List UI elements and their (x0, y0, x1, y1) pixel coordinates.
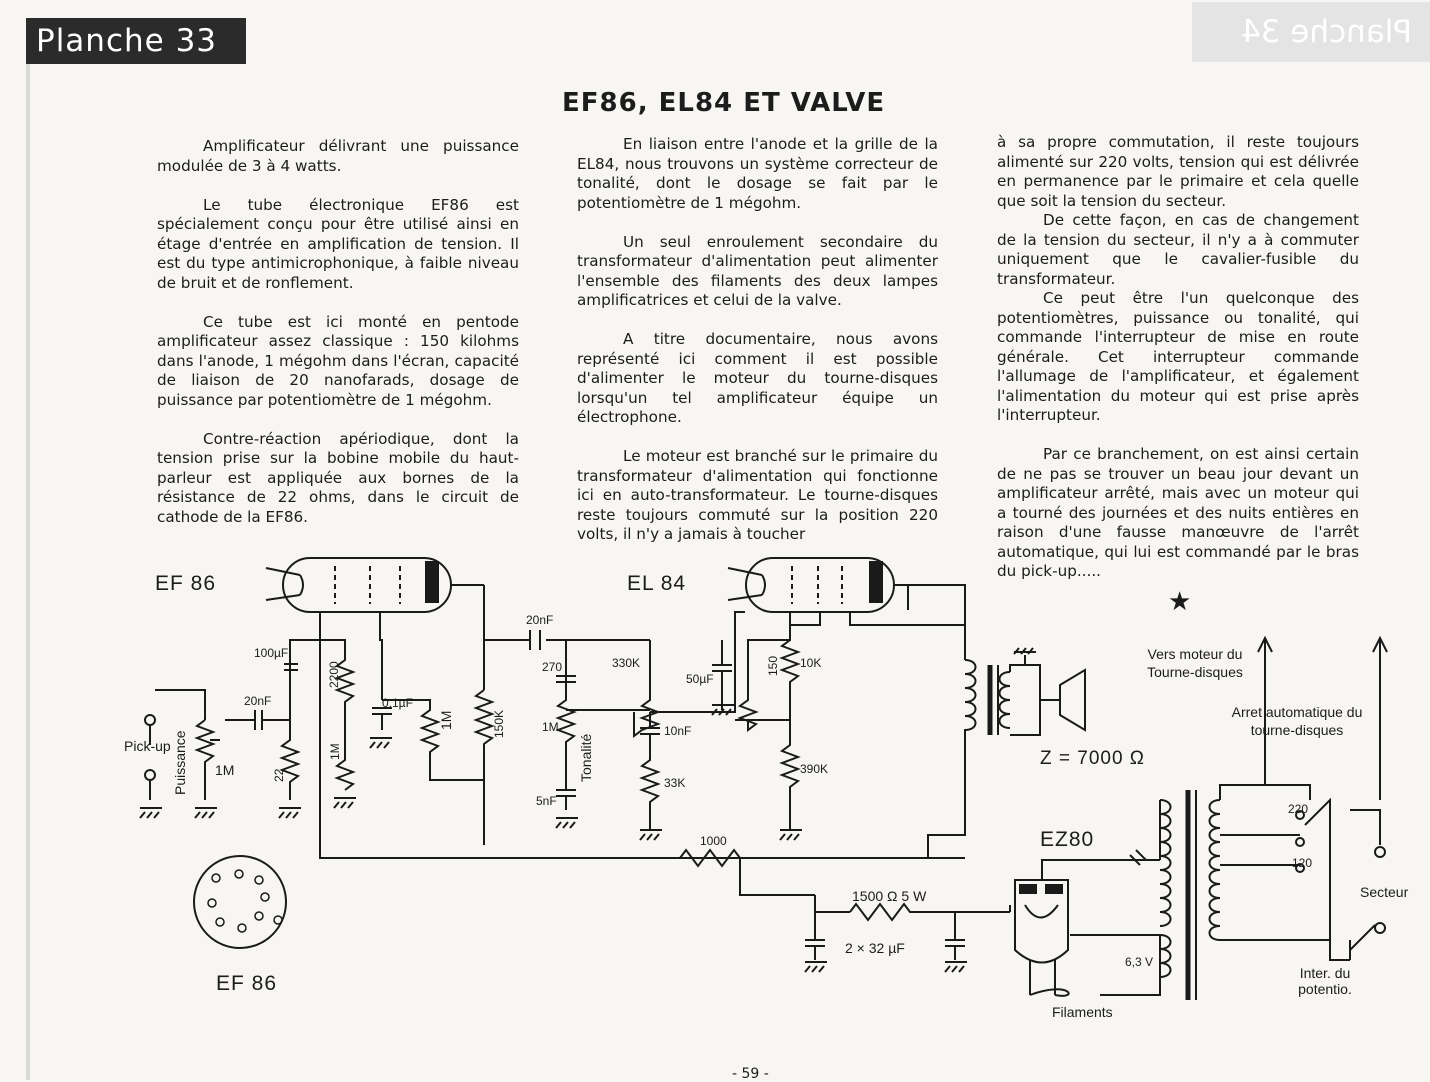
r-1000-label: 1000 (700, 834, 727, 848)
puissance-label: Puissance (172, 730, 188, 795)
paragraph: Contre-réaction apériodique, dont la tension prise sur la bobine mobile du haut-parleur est appliquée aux bornes de la résistance de 22 ohms, dans le circuit de cathode de la EF86. (157, 429, 519, 526)
secteur-label: Secteur (1360, 884, 1409, 900)
paragraph: Par ce branchement, on est ainsi certain de ne pas se trouver un beau jour devant un amplificateur arrêté, mais avec un moteur qui a tourné des journées et des nuits entières en raison d'une fausse manœuvre de l'arrêt automatique, qui lui est commandé par le bras du pick-up..... (997, 445, 1359, 580)
tonalite-label: Tonalité (578, 733, 594, 782)
r-1m-tone-label: 1M (542, 720, 559, 734)
r-1m-screen-label: 1M (438, 710, 454, 730)
c-20nf-link-label: 20nF (526, 613, 554, 627)
r-10k-label: 10K (800, 656, 822, 670)
paragraph: Ce peut être l'un quelconque des potentiomètres, puissance ou tonalité, qui commande l'interrupteur de mise en route générale. Cet interrupteur commande l'allumage de l'amplificateur, et également l'alimentation du moteur qui est prise après l'interrupteur. (997, 289, 1359, 424)
ef86-base-label: EF 86 (216, 972, 278, 995)
c-10nf-label: 10nF (664, 724, 692, 738)
paragraph: Amplificateur délivrant une puissance modulée de 3 à 4 watts. (157, 137, 519, 175)
heater-voltage-label: 6,3 V (1125, 955, 1154, 969)
ez80-tube-symbol (1015, 850, 1146, 963)
r-33k-label: 33K (664, 776, 686, 790)
c-100uf-label: 100µF (254, 646, 289, 660)
tap-220-label: 220 (1288, 802, 1309, 816)
paragraph: De cette façon, en cas de changement de la tension du secteur, il n'y a à commuter uniquement que le cavalier-fusible du transformateur. (997, 211, 1359, 288)
pickup-label: Pick-up (124, 738, 171, 754)
page-title: EF86, EL84 ET VALVE (562, 88, 886, 118)
r-1m-label: 1M (328, 743, 342, 760)
plate-tab: Planche 33 (26, 18, 246, 64)
filaments-label: Filaments (1052, 1004, 1113, 1020)
r-390k-label: 390K (800, 762, 829, 776)
el84-tube-symbol (728, 558, 908, 612)
ef86-label: EF 86 (155, 572, 217, 595)
paragraph: A titre documentaire, nous avons représenté ici comment il est possible d'alimenter le moteur du tourne-disques lorsqu'un tel amplificateur équipe un électrophone. (577, 330, 938, 426)
c-5nf-label: 5nF (536, 794, 557, 808)
page-number: - 59 - (732, 1066, 769, 1082)
c-20nf-input-label: 20nF (244, 694, 272, 708)
adjacent-plate-tab-showthrough: Planche 34 (1192, 2, 1430, 62)
paragraph: Un seul enroulement secondaire du transformateur d'alimentation peut alimenter l'ensemble des filaments des deux lampes amplificatrices et celui de la valve. (577, 232, 938, 309)
tap-120-label: 120 (1292, 856, 1313, 870)
filter-cap-label: 2 × 32 µF (845, 940, 905, 956)
r-150-label: 150 (766, 655, 780, 676)
r-2200-label: 2200 (327, 661, 341, 688)
paragraph: Le moteur est branché sur le primaire du transformateur d'alimentation qui fonctionne ici en auto-transformateur. Le tourne-disques reste toujours commuté sur la position 220 volts, il n'y a jamais à toucher (577, 447, 938, 543)
paragraph: Ce tube est ici monté en pentode amplificateur assez classique : 150 kilohms dans l'anode, 1 mégohm dans l'écran, capacité de liaison de 20 nanofarads, dosage de puissance par potentiomètre de 1 mégohm. (157, 312, 519, 409)
c-01uf-label: 0,1µF (382, 696, 413, 710)
r-pot-1m-label: 1M (215, 762, 235, 778)
impedance-label: Z = 7000 Ω (1040, 748, 1146, 769)
ef86-tube-symbol (266, 558, 484, 612)
paragraph: En liaison entre l'anode et la grille de la EL84, nous trouvons un système correcteur de tonalité, dont le dosage se fait par le potentiomètre de 1 mégohm. (577, 135, 938, 212)
c-270-label: 270 (542, 660, 563, 674)
arret-label: Arret automatique du tourne-disques (1231, 704, 1363, 738)
r-330k-label: 330K (612, 656, 641, 670)
r-150k-label: 150K (492, 709, 506, 738)
star-icon: ★ (1168, 587, 1192, 617)
interrupteur-label: Inter. du potentio. (1298, 965, 1352, 997)
paragraph: Le tube électronique EF86 est spécialement conçu pour être utilisé ainsi en étage d'entrée en amplification de tension. Il est du type antimicrophonique, à faible niveau de bruit et de ronflement. (157, 195, 519, 292)
filter-res-label: 1500 Ω 5 W (852, 888, 927, 904)
c-50uf-label: 50µF (686, 672, 714, 686)
r-22-label: 22 (272, 768, 286, 782)
ez80-label: EZ80 (1040, 828, 1095, 851)
moteur-label: Vers moteur du Tourne-disques (1147, 646, 1243, 680)
paragraph: à sa propre commutation, il reste toujours alimenté sur 220 volts, tension qui est délivrée en permanence par le primaire et cela quelle que soit la tension du secteur. (997, 133, 1359, 210)
el84-label: EL 84 (627, 572, 687, 595)
